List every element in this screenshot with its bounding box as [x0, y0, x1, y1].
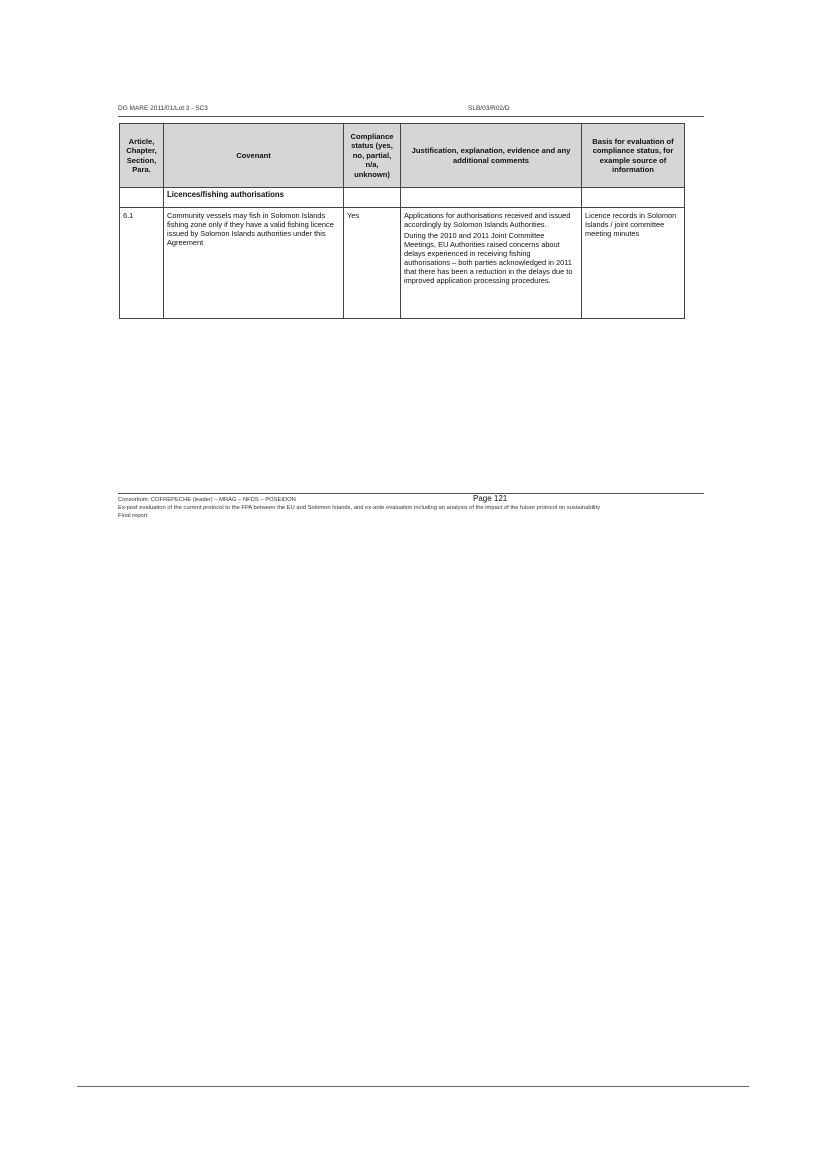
page-header — [118, 105, 704, 117]
justification-paragraph: Applications for authorisations received and issued accordingly by Solomon Islands Authorities. — [404, 211, 571, 229]
column-header-justification: Justification, explanation, evidence and any additional comments — [401, 124, 582, 188]
column-header-covenant: Covenant — [164, 124, 344, 188]
header-document-code: SLB/03/R02/D — [468, 105, 510, 112]
section-row — [120, 188, 685, 208]
section-title: Licences/fishing authorisations — [164, 188, 344, 208]
compliance-table — [119, 123, 685, 319]
justification-cell — [401, 208, 582, 319]
article-cell: 6.1 — [120, 208, 164, 319]
column-header-status: Compliance status (yes, no, partial, n/a, unknown) — [344, 124, 401, 188]
section-blank-cell — [582, 188, 685, 208]
header-reference: DG MARE 2011/01/Lot 3 - SC3 — [118, 105, 208, 112]
status-cell: Yes — [344, 208, 401, 319]
covenant-cell: Community vessels may fish in Solomon Islands fishing zone only if they have a valid fishing licence issued by Solomon Islands authorities under this Agreement — [164, 208, 344, 319]
table-row — [120, 208, 685, 319]
section-blank-cell — [401, 188, 582, 208]
footer-report-type: Final report — [118, 512, 148, 519]
footer-consortium: Consortium: COFREPECHE (leader) – MRAG – NFDS – POSEIDON — [118, 497, 296, 503]
section-blank-cell — [120, 188, 164, 208]
bottom-divider — [77, 1086, 749, 1087]
page-footer — [118, 493, 704, 520]
column-header-basis: Basis for evaluation of compliance status, for example source of information — [582, 124, 685, 188]
table-header-row — [120, 124, 685, 188]
footer-description: Ex-post evaluation of the current protocol to the FPA between the EU and Solomon Islands, and ex-ante evaluation including an analysis of the impact of the future protocol on sustainability — [118, 505, 600, 511]
page-number: Page 121 — [473, 494, 508, 503]
column-header-article: Article, Chapter, Section, Para. — [120, 124, 164, 188]
basis-cell: Licence records in Solomon Islands / joint committee meeting minutes — [582, 208, 685, 319]
justification-paragraph: During the 2010 and 2011 Joint Committee Meetings, EU Authorities raised concerns about delays experienced in receiving fishing authorisations – both parties acknowledged in 2011 that there has been a reduction in the delays due to improved application processing procedures. — [404, 231, 573, 285]
section-blank-cell — [344, 188, 401, 208]
